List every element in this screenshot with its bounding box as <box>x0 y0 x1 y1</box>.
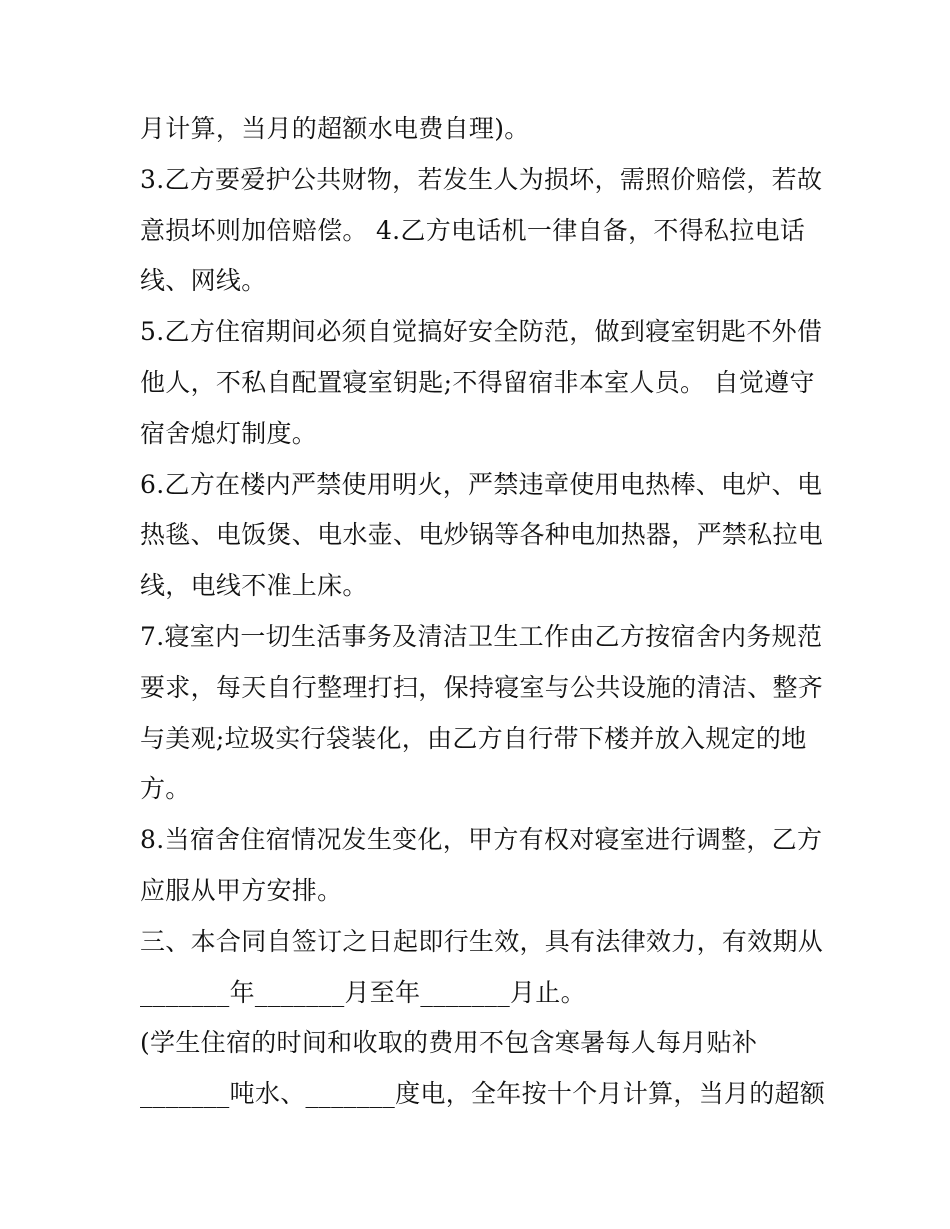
text-line-4: 线、网线。 <box>140 266 267 296</box>
text-line-11: 7.寝室内一切生活事务及清洁卫生工作由乙方按宿舍内务规范 <box>140 621 823 651</box>
contract-body-text <box>140 104 826 1120</box>
text-line-2: 3.乙方要爱护公共财物，若发生人为损坏，需照价赔偿，若故 <box>140 164 823 194</box>
text-line-12: 要求，每天自行整理打扫，保持寝室与公共设施的清洁、整齐 <box>140 672 824 702</box>
text-line-17: 三、本合同自签订之日起即行生效，具有法律效力，有效期从 <box>140 926 824 956</box>
text-line-8: 6.乙方在楼内严禁使用明火，严禁违章使用电热棒、电炉、电 <box>140 469 823 499</box>
text-line-16: 应服从甲方安排。 <box>140 875 343 905</box>
text-line-9: 热毯、电饭煲、电水壶、电炒锅等各种电加热器，严禁私拉电 <box>140 520 824 550</box>
text-line-1: 月计算，当月的超额水电费自理)。 <box>140 114 530 143</box>
text-line-19: (学生住宿的时间和收取的费用不包含寒暑每人每月贴补 <box>140 1028 758 1058</box>
text-line-20: _______吨水、_______度电，全年按十个月计算，当月的超额 <box>140 1079 826 1109</box>
text-line-15: 8.当宿舍住宿情况发生变化，甲方有权对寝室进行调整，乙方 <box>140 825 823 855</box>
text-line-5: 5.乙方住宿期间必须自觉搞好安全防范，做到寝室钥匙不外借 <box>140 317 823 347</box>
text-line-3: 意损坏则加倍赔偿。 4.乙方电话机一律自备，不得私拉电话 <box>140 215 806 245</box>
text-line-10: 线，电线不准上床。 <box>140 571 368 601</box>
text-line-6: 他人，不私自配置寝室钥匙;不得留宿非本室人员。 自觉遵守 <box>140 367 815 397</box>
text-line-18: _______年_______月至年_______月止。 <box>140 977 586 1007</box>
text-line-7: 宿舍熄灯制度。 <box>140 418 318 448</box>
text-line-13: 与美观;垃圾实行袋装化，由乙方自行带下楼并放入规定的地 <box>140 723 807 753</box>
text-line-14: 方。 <box>140 774 191 804</box>
